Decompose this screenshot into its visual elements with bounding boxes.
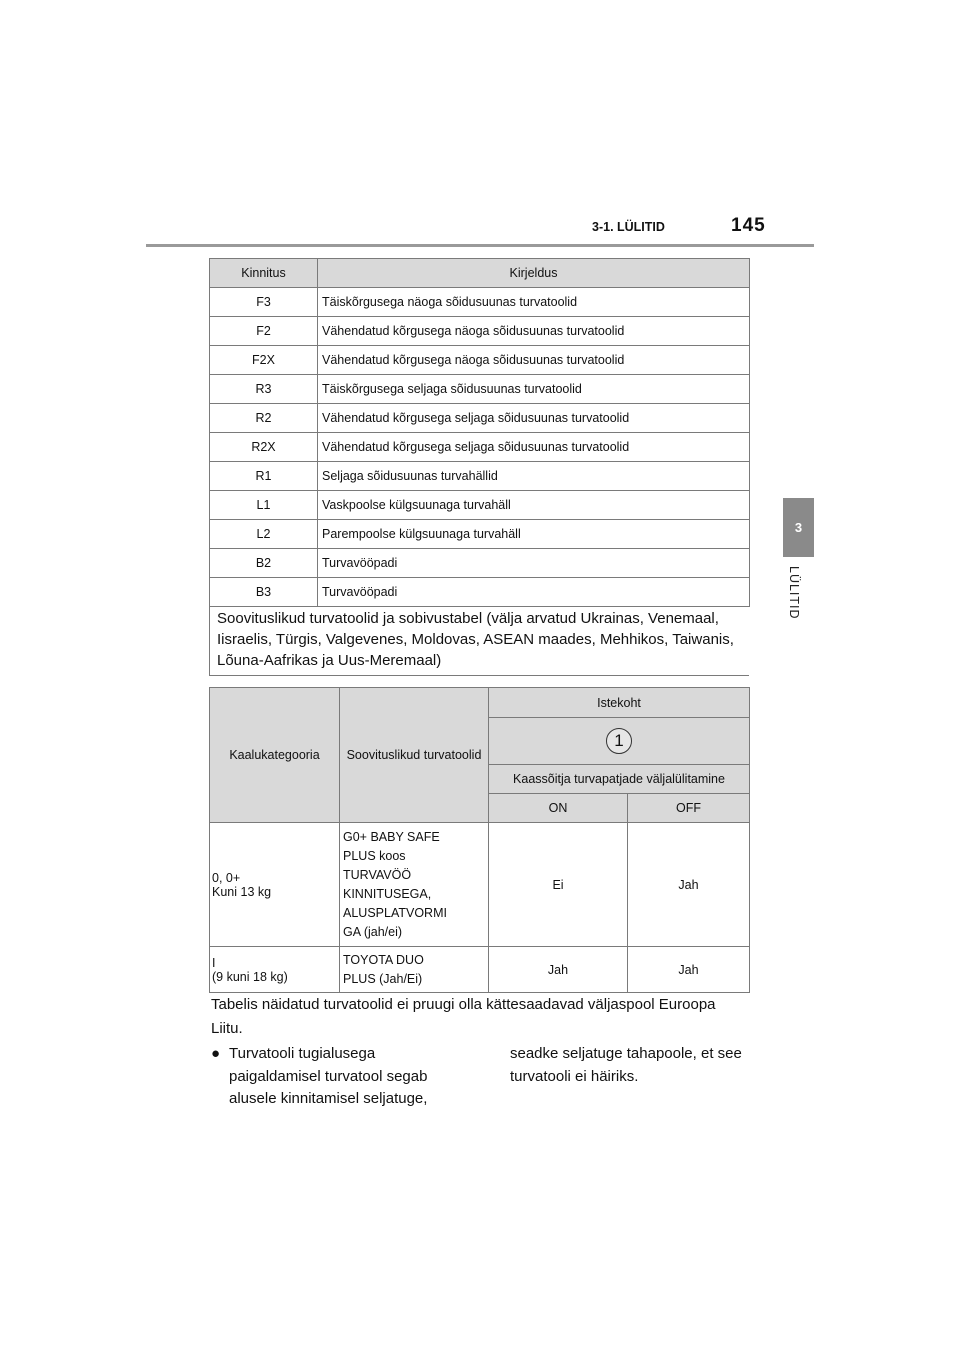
table-row	[210, 549, 750, 578]
weight-category-cell	[210, 823, 340, 947]
column-header-weight: Kaalukategooria	[210, 688, 340, 823]
seat-name-line: G0+ BABY SAFE	[343, 829, 440, 844]
seat-name-line: TOYOTA DUO	[343, 952, 424, 967]
header-rule	[146, 244, 814, 247]
fixture-description: Vähendatud kõrgusega näoga sõidusuunas turvatoolid	[318, 317, 750, 346]
bullet-icon: ●	[211, 1045, 221, 1062]
bullet-item	[211, 1043, 471, 1111]
fixture-description: Turvavööpadi	[318, 549, 750, 578]
weight-group: 0, 0+	[212, 870, 241, 885]
weight-group: I	[212, 955, 216, 970]
column-header-seats: Soovituslikud turvatoolid	[340, 688, 489, 823]
fixture-code: F2X	[210, 346, 318, 375]
table-row	[210, 433, 750, 462]
fixture-code: L2	[210, 520, 318, 549]
table-row	[210, 346, 750, 375]
seat-name-line: TURVAVÖÖ	[343, 867, 412, 882]
table-row	[210, 462, 750, 491]
chapter-tab	[783, 498, 814, 557]
table-row	[210, 404, 750, 433]
airbag-off-value: Jah	[628, 823, 750, 947]
fixture-code: R1	[210, 462, 318, 491]
fixture-code: R2X	[210, 433, 318, 462]
fixture-code: R2	[210, 404, 318, 433]
fixture-description: Vähendatud kõrgusega näoga sõidusuunas turvatoolid	[318, 346, 750, 375]
fixture-code: L1	[210, 491, 318, 520]
table-row	[210, 520, 750, 549]
fixture-description: Vähendatud kõrgusega seljaga sõidusuunas turvatoolid	[318, 433, 750, 462]
recommended-seat-cell	[340, 823, 489, 947]
column-header-off: OFF	[628, 794, 750, 823]
airbag-off-value: Jah	[628, 947, 750, 993]
column-header-kinnitus: Kinnitus	[210, 259, 318, 288]
column-header-kirjeldus: Kirjeldus	[318, 259, 750, 288]
seat-name-line: PLUS (Jah/Ei)	[343, 971, 423, 986]
fixture-description: Turvavööpadi	[318, 578, 750, 607]
weight-range: Kuni 13 kg	[212, 884, 272, 899]
seat-number-badge: 1	[606, 728, 632, 754]
section-title: 3-1. LÜLITID	[592, 220, 665, 234]
column-header-position: Istekoht	[489, 688, 750, 718]
table-row	[210, 947, 750, 993]
table-row	[210, 317, 750, 346]
airbag-on-value: Ei	[489, 823, 628, 947]
fixture-table	[209, 258, 750, 607]
seat-name-line: KINNITUSEGA,	[343, 886, 432, 901]
table-row	[210, 288, 750, 317]
fixture-code: R3	[210, 375, 318, 404]
chapter-number: 3	[794, 520, 803, 535]
bullet-continuation: seadke seljatuge tahapoole, et see turvatooli ei häiriks.	[510, 1045, 742, 1085]
seat-name-line: PLUS koos	[343, 848, 406, 863]
page-number: 145	[731, 215, 766, 236]
airbag-on-value: Jah	[489, 947, 628, 993]
table-row	[210, 491, 750, 520]
table-row	[210, 375, 750, 404]
table-header-row	[210, 259, 750, 288]
fixture-code: F3	[210, 288, 318, 317]
column-header-airbag: Kaassõitja turvapatjade väljalülitamine	[489, 765, 750, 794]
seat-name-line: ALUSPLATVORMI	[343, 905, 447, 920]
table-row	[210, 578, 750, 607]
fixture-description: Seljaga sõidusuunas turvahällid	[318, 462, 750, 491]
fixture-code: B2	[210, 549, 318, 578]
column-header-on: ON	[489, 794, 628, 823]
seat-number-cell	[489, 718, 750, 765]
table-intro-text: Soovituslikud turvatoolid ja sobivustabel (välja arvatud Ukrainas, Venemaal, Iisraelis, Türgis, Valgevenes, Moldovas, ASEAN maades, Mehhikos, Taiwanis, Lõuna-Aafrikas ja Uus-Meremaal)	[209, 604, 749, 676]
fixture-code: F2	[210, 317, 318, 346]
weight-range: (9 kuni 18 kg)	[212, 969, 288, 984]
seat-name-line: GA (jah/ei)	[343, 924, 403, 939]
fixture-description: Täiskõrgusega seljaga sõidusuunas turvatoolid	[318, 375, 750, 404]
fixture-description: Vähendatud kõrgusega seljaga sõidusuunas turvatoolid	[318, 404, 750, 433]
bullet-text: Turvatooli tugialusega paigaldamisel turvatool segab alusele kinnitamisel seljatuge,	[229, 1045, 428, 1107]
table-row	[210, 823, 750, 947]
weight-category-cell	[210, 947, 340, 993]
chapter-label: LÜLITID	[787, 566, 801, 620]
fixture-description: Vaskpoolse külgsuunaga turvahäll	[318, 491, 750, 520]
fixture-description: Parempoolse külgsuunaga turvahäll	[318, 520, 750, 549]
recommended-seat-cell	[340, 947, 489, 993]
availability-note: Tabelis näidatud turvatoolid ei pruugi olla kättesaadavad väljaspool Euroopa Liitu.	[211, 996, 716, 1037]
fixture-description: Täiskõrgusega näoga sõidusuunas turvatoolid	[318, 288, 750, 317]
fixture-code: B3	[210, 578, 318, 607]
compatibility-table	[209, 687, 750, 993]
